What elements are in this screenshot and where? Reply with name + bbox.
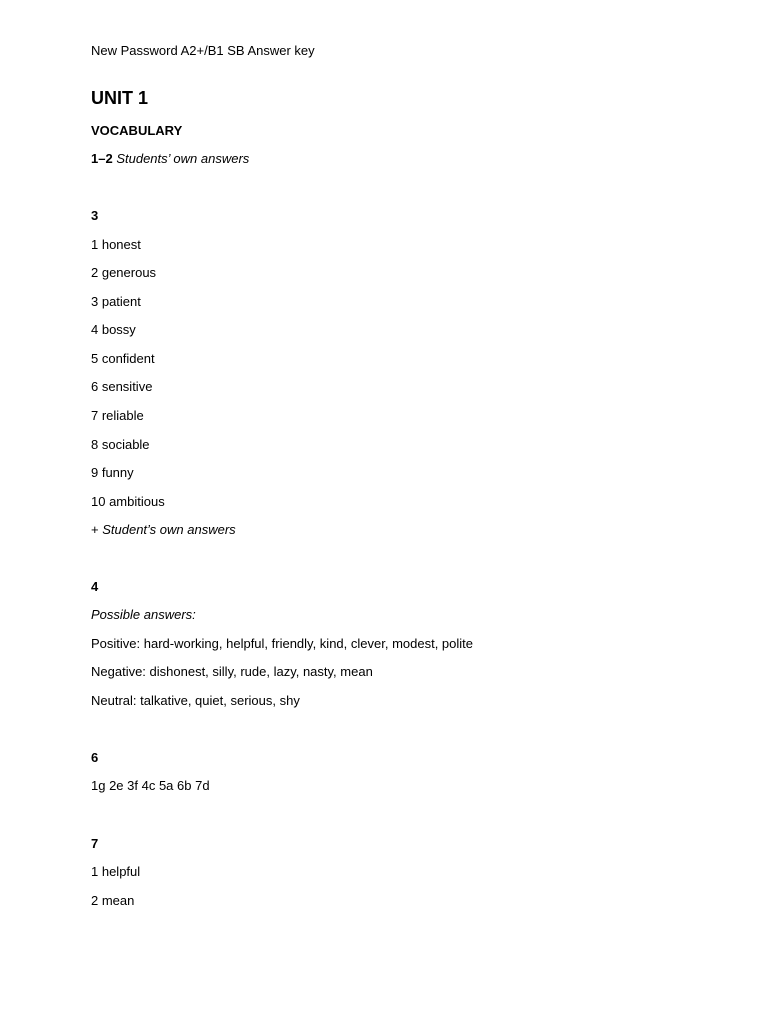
extra-text: Student’s own answers [102,522,236,537]
exercise-4-intro: Possible answers: [91,607,196,622]
exercise-3-number: 3 [91,208,99,223]
document-header: New Password A2+/B1 SB Answer key [91,43,315,58]
answer-extra [91,522,236,538]
answer-item: 5 confident [91,351,155,366]
answer-item: 9 funny [91,465,134,480]
answer-item: 7 reliable [91,408,144,423]
answer-item: 3 patient [91,294,141,309]
answer-item: 1 helpful [91,864,141,879]
answer-line: Neutral: talkative, quiet, serious, shy [91,693,300,708]
answer-line: Negative: dishonest, silly, rude, lazy, nasty, mean [91,664,373,679]
exercise-answer: Students’ own answers [116,151,250,166]
answer-item: 1 honest [91,237,141,252]
extra-prefix: + [91,522,103,537]
answer-item: 2 mean [91,893,135,908]
answer-item: 6 sensitive [91,379,153,394]
exercise-4-number: 4 [91,579,99,594]
exercise-number: 1–2 [91,151,113,166]
exercise-6-number: 6 [91,750,99,765]
answer-line: Positive: hard-working, helpful, friendly, kind, clever, modest, polite [91,636,473,651]
answer-item: 10 ambitious [91,494,165,509]
answer-item: 8 sociable [91,437,150,452]
answer-item: 4 bossy [91,322,136,337]
section-title: VOCABULARY [91,123,183,138]
exercise-6-answer: 1g 2e 3f 4c 5a 6b 7d [91,778,210,793]
exercise-7-number: 7 [91,836,99,851]
unit-title: UNIT 1 [91,88,149,108]
exercise-1-2 [91,151,249,167]
answer-item: 2 generous [91,265,157,280]
